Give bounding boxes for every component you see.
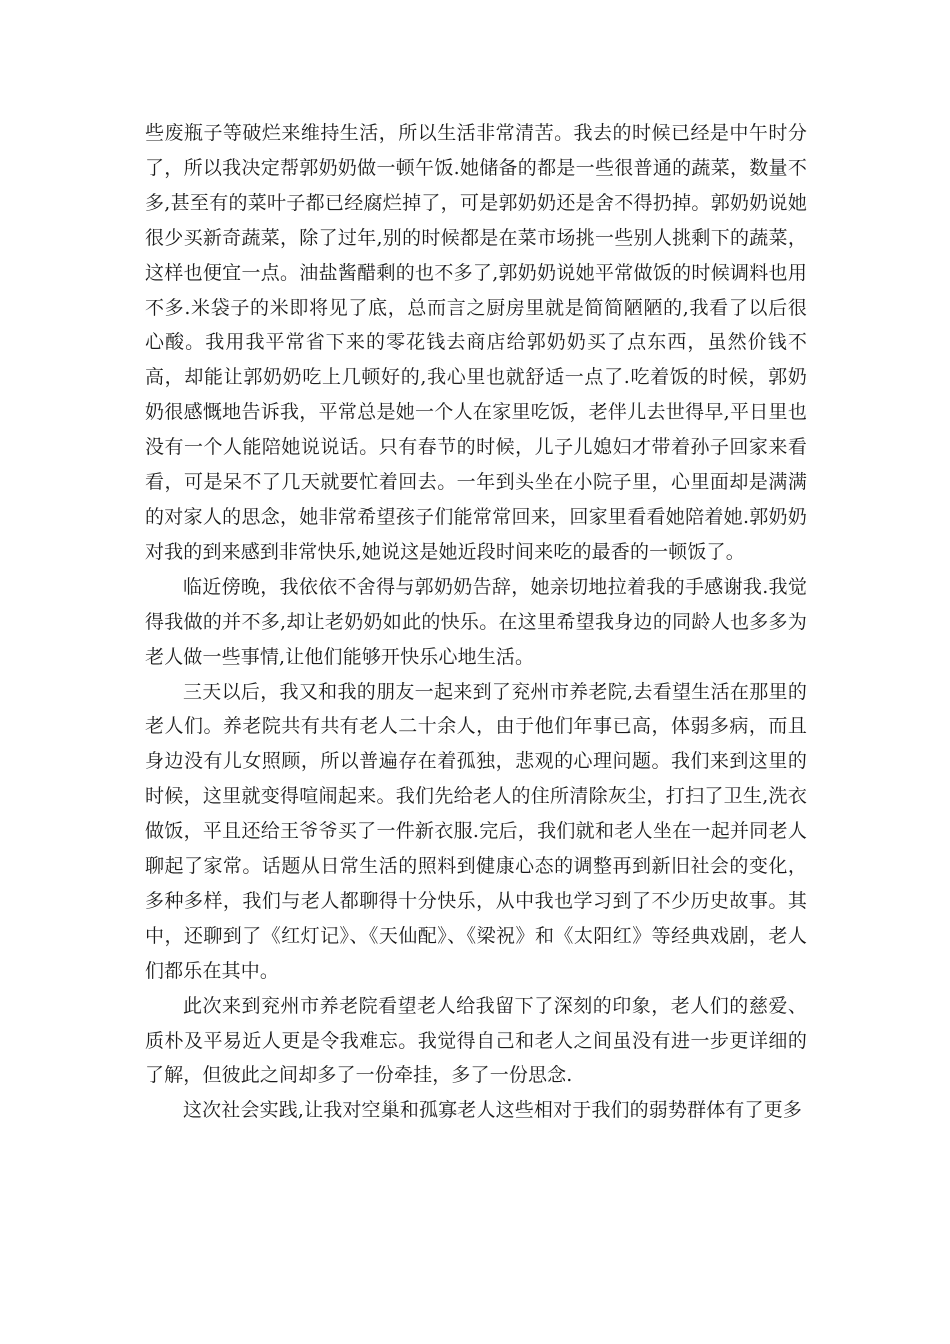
paragraph-3: 三天以后，我又和我的朋友一起来到了兖州市养老院,去看望生活在那里的老人们。养老院共有共有老人二十余人，由于他们年事已高，体弱多病，而且身边没有儿女照顾，所以普遍存在着孤独，悲观的心理问题。我们来到这里的时候，这里就变得喧闹起来。我们先给老人的住所清除灰尘，打扫了卫生,洗衣做饭，平且还给王爷爷买了一件新衣服.完后，我们就和老人坐在一起并同老人聊起了家常。话题从日常生活的照料到健康心态的调整再到新旧社会的变化，多种多样，我们与老人都聊得十分快乐，从中我也学习到了不少历史故事。其中，还聊到了《红灯记》、《天仙配》、《梁祝》和《太阳红》等经典戏剧，老人们都乐在其中。 [145, 680, 807, 982]
paragraph-5: 这次社会实践,让我对空巢和孤寡老人这些相对于我们的弱势群体有了更多 [183, 1099, 802, 1122]
paragraph-2: 临近傍晚，我依依不舍得与郭奶奶告辞，她亲切地拉着我的手感谢我.我觉得我做的并不多,却让老奶奶如此的快乐。在这里希望我身边的同龄人也多多为老人做一些事情,让他们能够开快乐心地生活。 [145, 575, 807, 668]
paragraph-1: 些废瓶子等破烂来维持生活，所以生活非常清苦。我去的时候已经是中午时分了，所以我决定帮郭奶奶做一顿午饭.她储备的都是一些很普通的蔬菜，数量不多,甚至有的菜叶子都已经腐烂掉了，可是郭奶奶还是舍不得扔掉。郭奶奶说她很少买新奇蔬菜，除了过年,别的时候都是在菜市场挑一些别人挑剩下的蔬菜，这样也便宜一点。油盐酱醋剩的也不多了,郭奶奶说她平常做饭的时候调料也用不多.米袋子的米即将见了底，总而言之厨房里就是简简陋陋的,我看了以后很心酸。我用我平常省下来的零花钱去商店给郭奶奶买了点东西，虽然价钱不高，却能让郭奶奶吃上几顿好的,我心里也就舒适一点了.吃着饭的时候，郭奶奶很感慨地告诉我，平常总是她一个人在家里吃饭，老伴儿去世得早,平日里也没有一个人能陪她说说话。只有春节的时候，儿子儿媳妇才带着孙子回家来看看，可是呆不了几天就要忙着回去。一年到头坐在小院子里，心里面却是满满的对家人的思念，她非常希望孩子们能常常回来，回家里看看她陪着她.郭奶奶对我的到来感到非常快乐,她说这是她近段时间来吃的最香的一顿饭了。 [145, 122, 807, 563]
document-body [145, 116, 807, 1128]
paragraph-4: 此次来到兖州市养老院看望老人给我留下了深刻的印象，老人们的慈爱、质朴及平易近人更是令我难忘。我觉得自己和老人之间虽没有进一步更详细的了解，但彼此之间却多了一份牵挂，多了一份思念. [145, 994, 807, 1087]
